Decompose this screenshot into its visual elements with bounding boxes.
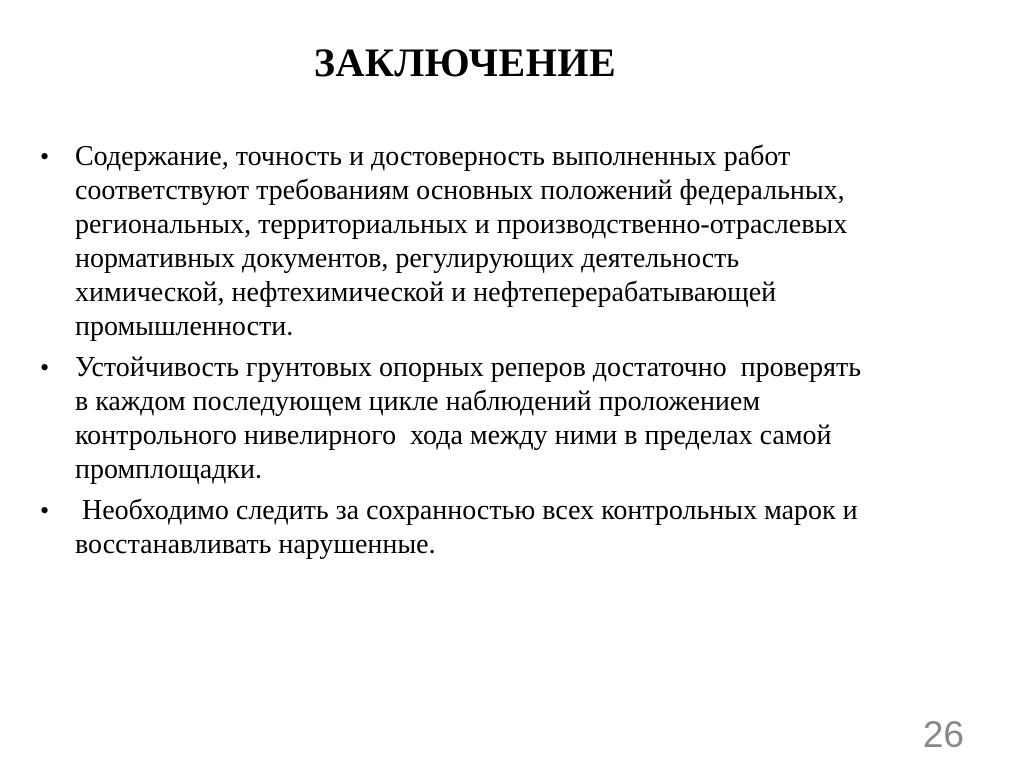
bullet-text-line: Содержание, точность и достоверность выполненных работ [75, 141, 791, 172]
bullet-item-1 [40, 140, 940, 344]
bullet-text-line: Необходимо следить за сохранностью всех контрольных марок и [75, 495, 858, 526]
slide-title: ЗАКЛЮЧЕНИЕ [313, 40, 617, 85]
bullet-marker: • [40, 496, 50, 525]
bullet-text-line: восстанавливать нарушенные. [75, 529, 436, 560]
bullet-text-line: нормативных документов, регулирующих деятельность [75, 243, 740, 274]
bullet-text-line: в каждом последующем цикле наблюдений проложением [75, 386, 761, 417]
bullet-item-2 [40, 351, 940, 487]
bullet-item-3 [40, 494, 940, 562]
bullet-text-line: соответствуют требованиям основных положений федеральных, [75, 175, 845, 206]
bullet-text-line: промплощадки. [75, 454, 262, 485]
bullet-marker: • [40, 353, 50, 382]
slide-body [40, 140, 940, 569]
bullet-text-line: региональных, территориальных и производственно-отраслевых [75, 209, 848, 240]
bullet-text-line: химической, нефтехимической и нефтеперерабатывающей [75, 277, 777, 308]
bullet-list [40, 140, 940, 562]
bullet-text-line: Устойчивость грунтовых опорных реперов достаточно проверять [75, 352, 862, 383]
bullet-text-line: контрольного нивелирного хода между ними в пределах самой [75, 420, 832, 451]
page-number: 26 [922, 714, 964, 755]
bullet-text-line: промышленности. [75, 311, 294, 342]
bullet-marker: • [40, 142, 50, 171]
